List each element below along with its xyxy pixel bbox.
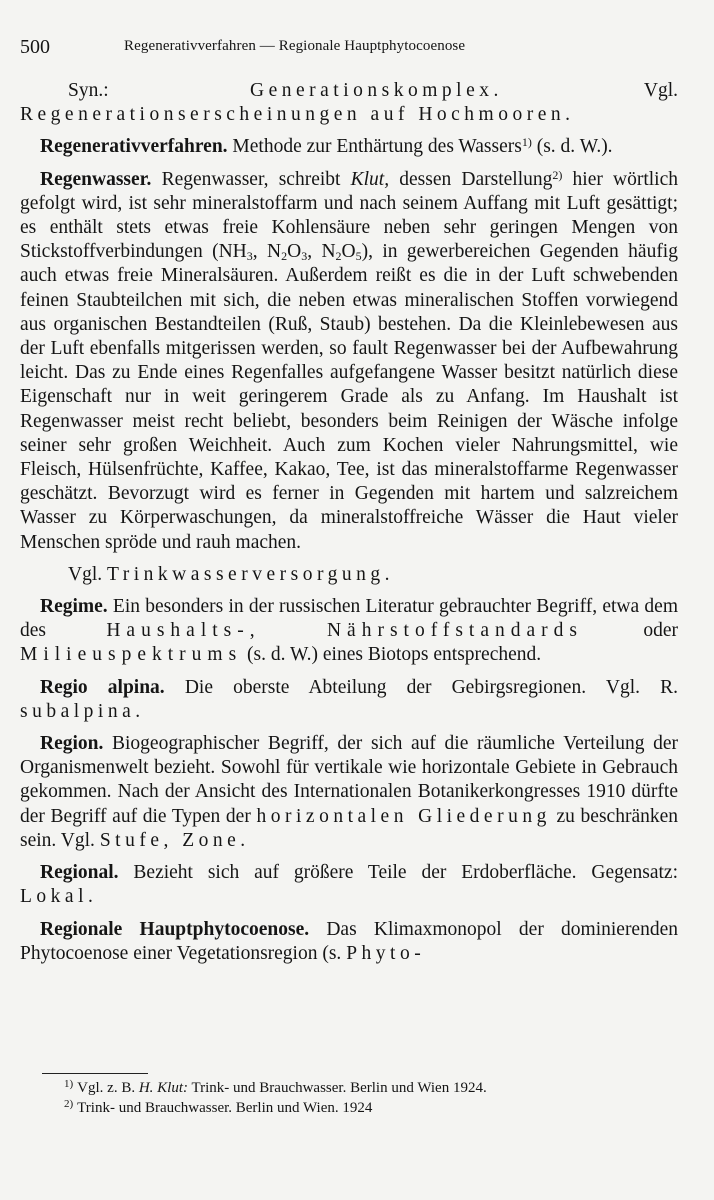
footnote-ref[interactable]: 2) [552, 167, 563, 182]
entry-text: , N [307, 241, 336, 263]
syn-prefix: Syn.: [68, 80, 251, 101]
headword: Regenerativverfahren. [40, 136, 228, 158]
entry-regional [20, 861, 678, 909]
crossref-term: Trinkwasserversorgung. [107, 563, 394, 585]
spaced-term: Phyto- [346, 942, 426, 964]
entry-text: (s. d. W.). [531, 136, 613, 158]
entry-text: Methode zur Enthärtung des Wassers [227, 136, 522, 158]
entry-text: ), in gewerbereichen Gegenden häufig auch etwas freie Mineralsäuren. Außerdem reißt es die in der Luft schwebenden feinen Staubteilchen mit sich, die neben etwas mineralischen Stoffen vorwiegend aus organischen Bestandteilen (Ruß, Staub) bestehen. Da die Kleinlebewesen aus der Luft ebenfalls mitgerissen werden, so fault Regenwasser bei der Aufbewahrung leicht. Das zu Ende eines Regenfalles aufgefangene Wasser besitzt natürlich diese Eigenschaft nur in weit geringerem Grade als zu Anfang. Im Haushalt ist Regenwasser meist recht beliebt, besonders beim Reinigen der Wäsche infolge seiner sehr großen Weichheit. Auch zum Kochen vieler Nahrungsmittel, wie Fleisch, Hülsenfrüchte, Kaffee, Kakao, Tee, ist das mineralstoffarme Regenwasser geschätzt. Bevorzugt wird es ferner in Gegenden mit hartem und salzreichem Wasser zu Körperwaschungen, da mineralstoffreiche Wässer die Haut vieler Menschen spröde und rauh machen. [20, 241, 678, 553]
entry-text: Ein besonders in der russischen Literatur gebrauchter Begriff, etwa dem des [20, 596, 678, 642]
entry-text: dessen Darstellung [389, 168, 553, 190]
entry-regime [20, 595, 678, 668]
entry-text: Biogeographischer Begriff, der sich auf die räumliche Verteilung der Organismenwelt bezieht. Sowohl für vertikale wie horizontale Gebiete in Gebrauch gekommen. Nach der Ansicht des Internationalen Botanikerkongresses 1910 dürfte der Begriff auf die Typen der [20, 733, 678, 827]
entry-regionale-hauptphytocoenose [20, 918, 678, 966]
entry-regenwasser [20, 168, 678, 555]
subscript: 2 [335, 249, 342, 264]
entry-text: (s. d. W.) eines Biotops entsprechend. [242, 644, 542, 666]
footnote-mark: 1) [64, 1078, 74, 1090]
headword: Region. [40, 733, 104, 755]
entry-text: Bezieht sich auf größere Teile der Erdoberfläche. Gegensatz: [118, 862, 678, 884]
headword: Regime. [40, 596, 108, 618]
spaced-term: Haushalts-, Nährstoffstandards [106, 620, 583, 642]
spaced-term: Lokal. [20, 886, 98, 908]
syn-term-1: Generationskomplex. [250, 80, 503, 101]
entry-text: zu beschränken sein. Vgl. [20, 805, 679, 851]
headword: Regio alpina. [40, 676, 165, 698]
syn-term-2: Regenerationserscheinungen auf Hochmooren. [20, 104, 575, 126]
footnote-text: Vgl. z. B. [77, 1080, 139, 1096]
headword: Regenwasser. [40, 168, 152, 190]
entry-regenwasser-crossref [20, 563, 678, 587]
page-number: 500 [20, 36, 50, 58]
subscript: 3 [246, 249, 253, 264]
entry-text: O [341, 241, 356, 263]
syn-mid: Vgl. [502, 80, 678, 101]
entry-region [20, 732, 678, 853]
entry-text: Die oberste Abteilung der Gebirgsregionen. Vgl. R. [164, 676, 678, 698]
footnote-2 [64, 1098, 684, 1118]
entry-text: , N [252, 241, 282, 263]
author-name: Klut, [350, 168, 390, 190]
headword: Regional. [40, 862, 119, 884]
footnote-text: Trink- und Brauchwasser. Berlin und Wien 1924. [188, 1080, 487, 1096]
headword: Regionale Hauptphytocoenose. [40, 918, 310, 940]
footnote-1 [64, 1078, 684, 1098]
footnote-author: H. Klut: [138, 1080, 189, 1096]
spaced-term: subalpina. [20, 700, 145, 722]
page-header [20, 36, 680, 60]
entry-text: oder [583, 620, 678, 642]
footnotes [64, 1078, 684, 1118]
subscript: 3 [301, 249, 308, 264]
entry-text: Regenwasser, schreibt [151, 168, 351, 190]
entry-text: O [287, 241, 302, 263]
page-body [20, 79, 678, 966]
crossref-prefix: Vgl. [68, 563, 107, 585]
subscript: 2 [281, 249, 288, 264]
spaced-term: horizontalen Gliederung [256, 805, 551, 827]
spaced-term: Milieuspektrums [20, 644, 243, 666]
entry-regenerativverfahren [20, 135, 678, 159]
entry-text: Das Klimaxmonopol der dominierenden Phytocoenose einer Vegetationsregion (s. [20, 918, 678, 964]
footnote-ref[interactable]: 1) [521, 135, 532, 150]
footnote-text: Trink- und Brauchwasser. Berlin und Wien. 1924 [77, 1100, 373, 1116]
subscript: 5 [355, 249, 362, 264]
spaced-term: Stufe, Zone. [99, 829, 250, 851]
footnote-divider [42, 1073, 148, 1074]
footnote-mark: 2) [64, 1098, 74, 1110]
running-head: Regenerativverfahren — Regionale Hauptphytocoenose [124, 38, 466, 54]
entry-regio-alpina [20, 676, 678, 724]
entry-syn [20, 79, 678, 127]
entry-text: hier wörtlich gefolgt wird, ist sehr mineralstoffarm und nach seinem Auffang mit Luft gesättigt; es enthält stets etwas freie Kohlensäure neben sehr geringen Mengen von Stickstoffverbindungen (NH [20, 168, 679, 263]
